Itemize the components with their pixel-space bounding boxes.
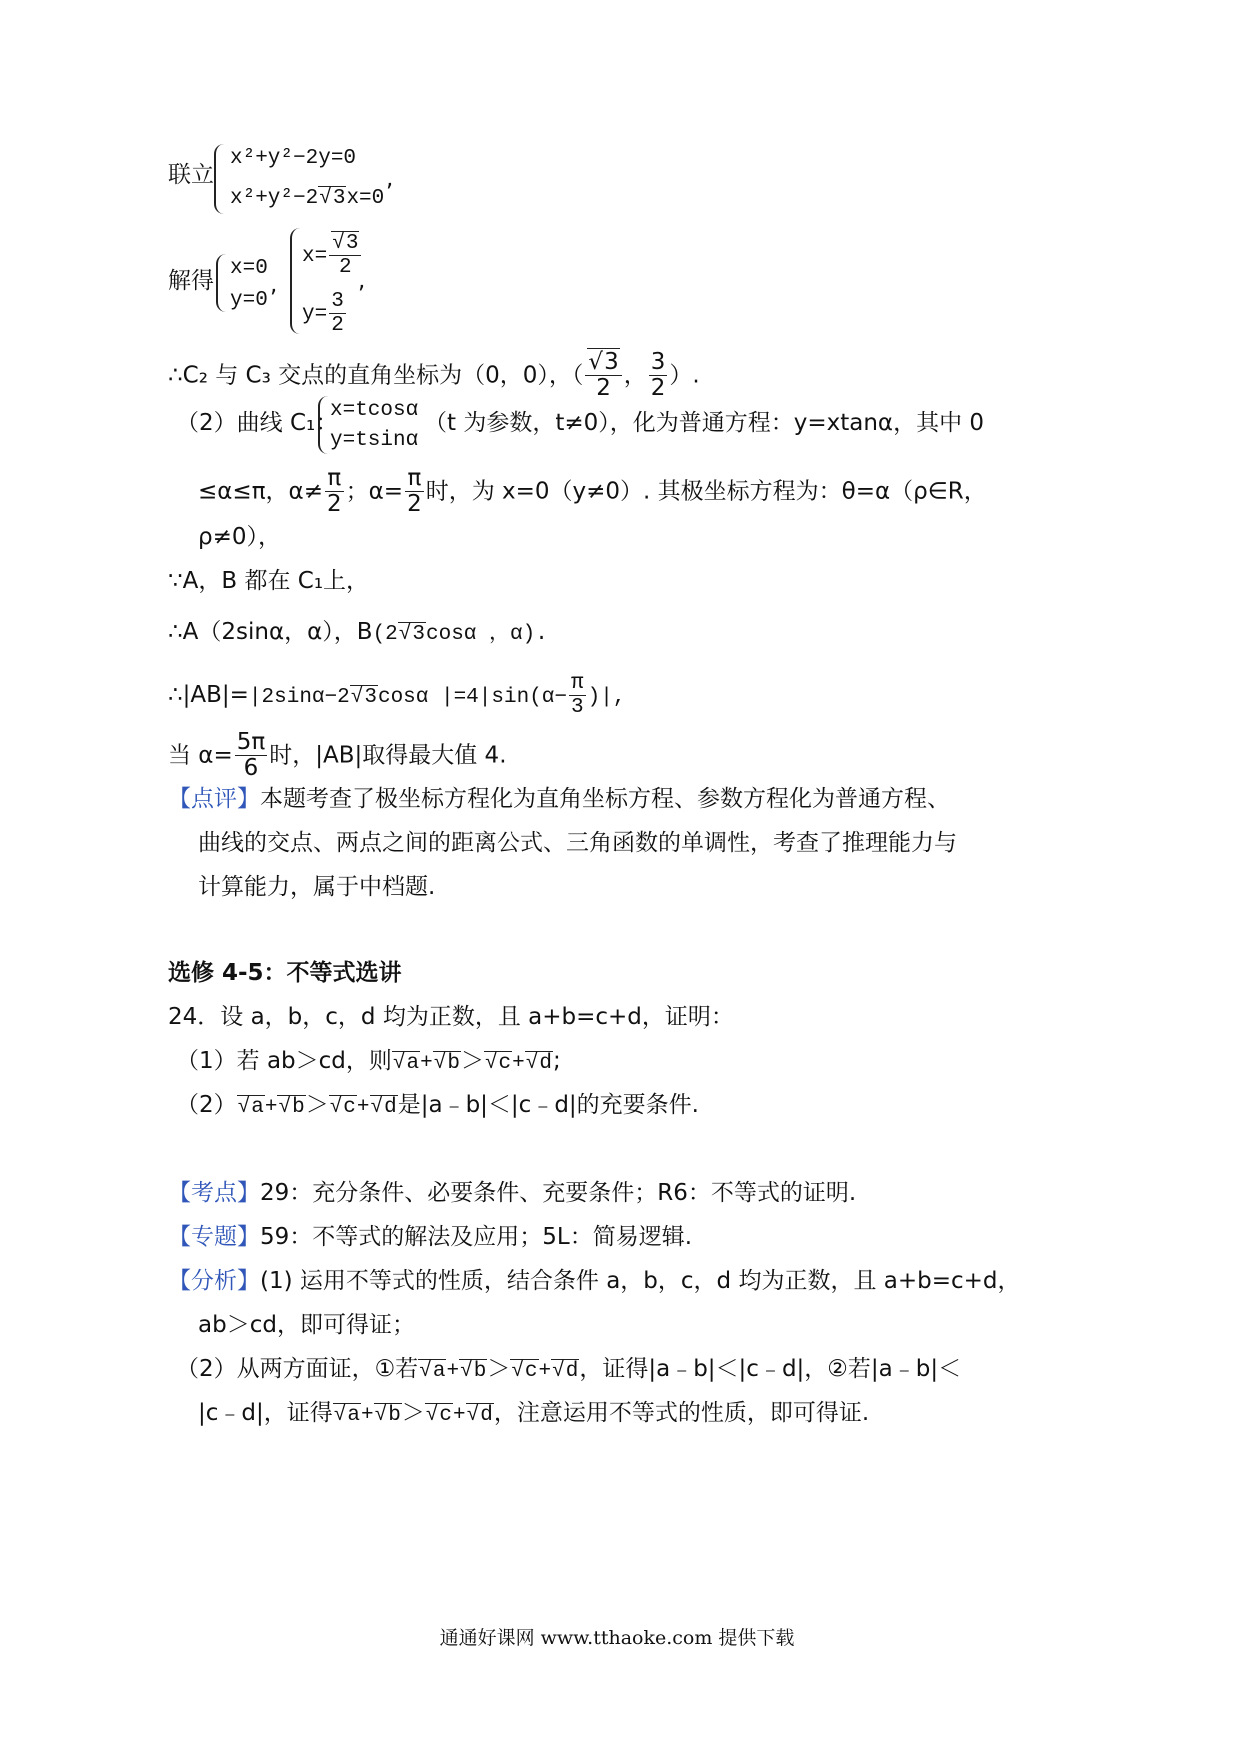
solve-intro: 解得 bbox=[168, 268, 214, 294]
rho-line: ρ≠0）， bbox=[198, 524, 282, 550]
solution1-y: y=0 bbox=[230, 289, 268, 312]
max-value-line: 当 α= $\frac{5\pi}{6}$ 时，|AB|取得最大值 4. bbox=[168, 729, 507, 782]
review-line-2: 曲线的交点、两点之间的距离公式、三角函数的单调性，考查了推理能力与 bbox=[198, 830, 957, 856]
solution2-x: x= √ $\frac{3}{2}$ bbox=[302, 232, 363, 279]
kaodian-tag: 【考点】 bbox=[168, 1180, 260, 1206]
solution-comma-2: , bbox=[358, 268, 366, 294]
fenxi-tag: 【分析】 bbox=[168, 1268, 260, 1294]
solution1-brace bbox=[216, 254, 230, 312]
system-intro: 联立 bbox=[168, 162, 214, 188]
q24-part2: （2）√ a+√ b＞√ c+√ d是|a﹣b|＜|c﹣d|的充要条件. bbox=[176, 1090, 699, 1123]
q24-stem: 24．设 a，b，c，d 均为正数，且 a+b=c+d，证明： bbox=[168, 1004, 734, 1030]
kaodian-line: 【考点】29：充分条件、必要条件、充要条件；R6：不等式的证明. bbox=[168, 1180, 857, 1206]
zhuanti-line: 【专题】59：不等式的解法及应用；5L：简易逻辑. bbox=[168, 1224, 693, 1250]
section-title: 选修 4-5：不等式选讲 bbox=[168, 960, 402, 986]
page-footer: 通通好课网 www.tthaoke.com 提供下载 bbox=[439, 1627, 795, 1649]
system-brace bbox=[214, 144, 228, 214]
q24-part1: （1）若 ab＞cd，则√ a+√ b＞√ c+√ d; bbox=[176, 1046, 561, 1079]
ab-on-c1: ∵A，B 都在 C₁上， bbox=[168, 568, 370, 594]
system-comma: , bbox=[386, 166, 394, 192]
fenxi-line-4: |c﹣d|，证得√ a+√ b＞√ c+√ d，注意运用不等式的性质，即可得证. bbox=[198, 1398, 869, 1431]
ab-coordinates: ∴A（2sinα，α），B(2√ 3cosα ，α). bbox=[168, 617, 548, 650]
zhuanti-tag: 【专题】 bbox=[168, 1224, 260, 1250]
review-tag: 【点评】 bbox=[168, 786, 260, 812]
review-line-3: 计算能力，属于中档题. bbox=[198, 874, 436, 900]
curve-c1-suffix: （t 为参数，t≠0），化为普通方程：y=xtanα，其中 0 bbox=[424, 410, 985, 436]
solution1-x: x=0 bbox=[230, 257, 268, 280]
curve-c1-prefix: （2）曲线 C₁： bbox=[176, 410, 339, 436]
fenxi-line-3: （2）从两方面证，①若√ a+√ b＞√ c+√ d，证得|a﹣b|＜|c﹣d|，②若|a﹣b|＜ bbox=[176, 1354, 961, 1387]
solution2-y: y= $\frac{3}{2}$ bbox=[302, 290, 344, 338]
system-eq1: x²+y²−2y=0 bbox=[230, 147, 357, 170]
system-eq2: x²+y²−2√ 3x=0 bbox=[230, 184, 384, 214]
param-x: x=tcosα bbox=[330, 399, 419, 422]
solution-comma: , bbox=[270, 272, 278, 298]
fenxi-line-2: ab＞cd，即可得证； bbox=[198, 1312, 415, 1338]
intersection-line: ∴C₂ 与 C₃ 交点的直角坐标为（0，0），（ √ $\frac{3}{2}$ ， $\frac{3}{2}$ ）. bbox=[168, 350, 700, 402]
fenxi-line-1: 【分析】(1) 运用不等式的性质，结合条件 a，b，c，d 均为正数，且 a+b=c+d， bbox=[168, 1268, 1021, 1294]
param-y: y=tsinα bbox=[330, 429, 419, 452]
alpha-range-line: ≤α≤π，α≠ $\frac{\pi}{2}$ ；α= $\frac{\pi}{2}$ 时，为 x=0（y≠0）. 其极坐标方程为：θ=α（ρ∈R， bbox=[198, 465, 987, 518]
review-line-1: 【点评】本题考查了极坐标方程化为直角坐标方程、参数方程化为普通方程、 bbox=[168, 786, 950, 812]
distance-line: ∴|AB|=|2sinα−2√ 3cosα |=4|sin(α− $\frac{\pi}{3}$ )|, bbox=[168, 672, 625, 719]
